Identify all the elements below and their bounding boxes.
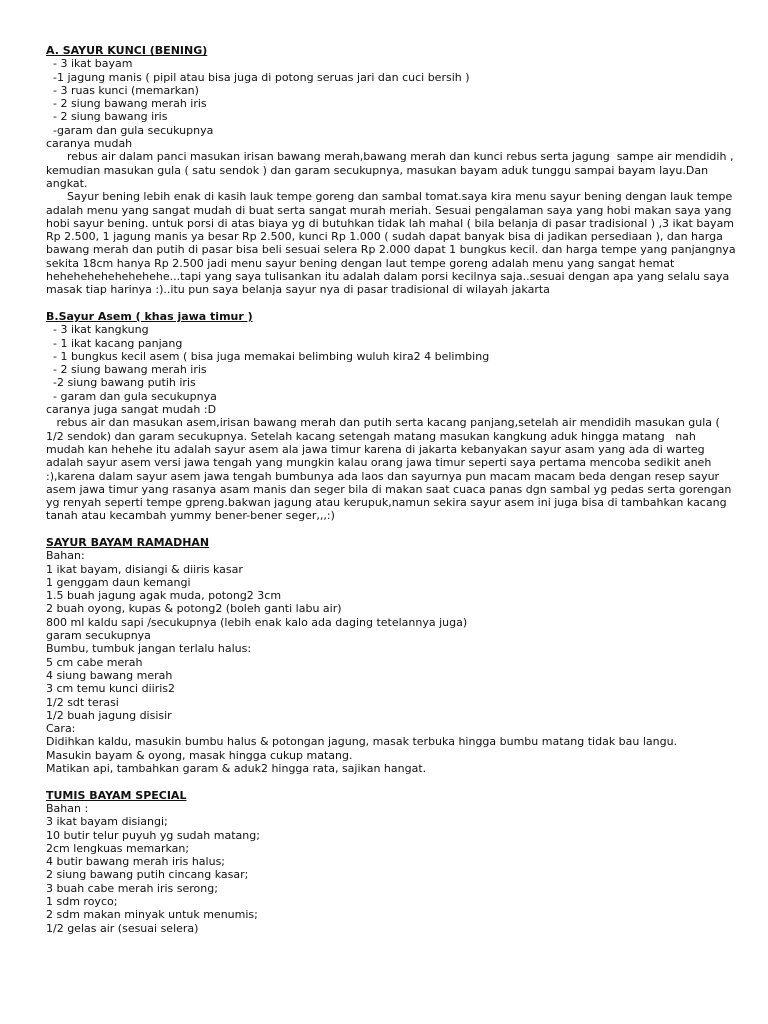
section-c-line: Didihkan kaldu, masukin bumbu halus & potongan jagung, masak terbuka hingga bumbu matang tidak bau langu. bbox=[46, 735, 678, 749]
section-a-item: - 2 siung bawang merah iris bbox=[46, 97, 207, 111]
section-d-line: 3 ikat bayam disiangi; bbox=[46, 815, 168, 829]
section-c-line: 1 genggam daun kemangi bbox=[46, 575, 191, 589]
section-b-item: caranya juga sangat mudah :D bbox=[46, 403, 217, 417]
section-a-item: -1 jagung manis ( pipil atau bisa juga di potong seruas jari dan cuci bersih ) bbox=[46, 70, 470, 84]
section-c-line: garam secukupnya bbox=[46, 629, 151, 643]
section-c-line: 1.5 buah jagung agak muda, potong2 3cm bbox=[46, 589, 282, 603]
section-d-line: 4 butir bawang merah iris halus; bbox=[46, 855, 226, 869]
section-c-line: Cara: bbox=[46, 722, 76, 736]
section-a-method: rebus air dalam panci masukan irisan bawang merah,bawang merah dan kunci rebus serta jagung sampe air mendidih , kemudian masukan gula ( satu sendok ) dan garam secukupnya, masukan bayam aduk tunggu sampai bayam layu.Dan angkat. bbox=[46, 150, 737, 190]
section-b-item: -2 siung bawang putih iris bbox=[46, 376, 196, 390]
section-b-item: - 1 bungkus kecil asem ( bisa juga memakai belimbing wuluh kira2 4 belimbing bbox=[46, 349, 490, 363]
section-d-line: 3 buah cabe merah iris serong; bbox=[46, 881, 218, 895]
section-b-item: - 3 ikat kangkung bbox=[46, 323, 149, 337]
section-a-notes: Sayur bening lebih enak di kasih lauk tempe goreng dan sambal tomat.saya kira menu sayur bening dengan lauk tempe adalah menu yang sangat mudah di buat serta sangat murah meriah. Sesuai pengalaman saya yang hobi makan saya yang hobi sayur bening. untuk porsi di atas biaya yg di butuhkan tidak lah mahal ( bila belanja di pasar tradisional ) ,3 ikat bayam Rp 2.500, 1 jagung manis ya besar Rp 2.500, kunci Rp 1.000 ( sudah dapat banyak bisa di jadikan persediaan ), dan harga bawang merah dan putih di pasar bisa beli sesuai selera Rp 2.000 dapat 1 bungkus kecil. dan harga tempe yang panjangnya sekita 18cm hanya Rp 2.500 jadi menu sayur bening dengan laut tempe goreng adalah menu yang sangat hemat hehehehehehehehehe...tapi yang saya tulisankan itu adalah dalam porsi kecilnya saja..sesuai dengan apa yang selalu saya masak tiap harinya :)..itu pun saya belanja sayur nya di pasar tradisional di wilayah jakarta bbox=[46, 190, 740, 297]
section-d-line: 2 siung bawang putih cincang kasar; bbox=[46, 868, 249, 882]
section-d-title: TUMIS BAYAM SPECIAL bbox=[46, 788, 187, 802]
section-c-line: 1/2 sdt terasi bbox=[46, 695, 119, 709]
section-c-line: 4 siung bawang merah bbox=[46, 668, 173, 682]
section-c-line: 3 cm temu kunci diiris2 bbox=[46, 682, 175, 696]
section-d-line: 1 sdm royco; bbox=[46, 895, 118, 908]
section-d-line: 10 butir telur puyuh yg sudah matang; bbox=[46, 828, 260, 842]
section-a-item: caranya mudah bbox=[46, 137, 133, 151]
section-b-item: - 2 siung bawang merah iris bbox=[46, 363, 207, 377]
section-c-line: Masukin bayam & oyong, masak hingga cukup matang. bbox=[46, 748, 353, 762]
section-c-line: Bahan: bbox=[46, 549, 85, 563]
section-a-item: -garam dan gula secukupnya bbox=[46, 123, 214, 137]
section-d-line: 1/2 gelas air (sesuai selera) bbox=[46, 921, 199, 935]
section-c-line: Bumbu, tumbuk jangan terlalu halus: bbox=[46, 642, 252, 656]
section-c-line: 1/2 buah jagung disisir bbox=[46, 708, 172, 722]
section-d-line: Bahan : bbox=[46, 801, 89, 815]
section-c-line: 5 cm cabe merah bbox=[46, 655, 143, 669]
section-b-title: B.Sayur Asem ( khas jawa timur ) bbox=[46, 309, 253, 323]
section-d-line: 2 sdm makan minyak untuk menumis; bbox=[46, 908, 258, 922]
section-c-title: SAYUR BAYAM RAMADHAN bbox=[46, 535, 210, 549]
section-b-method: rebus air dan masukan asem,irisan bawang merah dan putih serta kacang panjang,setelah air mendidih masukan gula ( 1/2 sendok) dan garam secukupnya. Setelah kacang setengah matang masukan kangkung aduk hingga matang nah mudah kan hehehe itu adalah sayur asem ala jawa timur karena di jakarta kebanyakan sayur asam yang ada di warteg adalah sayur asem versi jawa tengah yang mungkin kalau orang jawa timur seperti saya pertama mencoba sedikit aneh :),karena dalam sayur asem jawa tengah bumbunya ada laos dan sayurnya pun macam macam beda dengan resep sayur asem jawa timur yang rasanya asam manis dan seger bila di makan saat cuaca panas dgn sambal yg pedas serta gorengan yg renyah seperti tempe gpreng.bakwan jagung atau kerupuk,namun sekira sayur asem ini juga bisa di tambahkan kacang tanah atau kecambah yummy bener-bener seger,,,:) bbox=[46, 416, 735, 523]
section-a-title: A. SAYUR KUNCI (BENING) bbox=[46, 44, 208, 57]
section-a-item: - 3 ruas kunci (memarkan) bbox=[46, 83, 199, 97]
section-b-item: - 1 ikat kacang panjang bbox=[46, 336, 183, 350]
section-c-line: 2 buah oyong, kupas & potong2 (boleh ganti labu air) bbox=[46, 602, 342, 616]
document-page bbox=[46, 44, 740, 935]
section-c-line: 800 ml kaldu sapi /secukupnya (lebih enak kalo ada daging tetelannya juga) bbox=[46, 615, 468, 629]
section-c-line: 1 ikat bayam, disiangi & diiris kasar bbox=[46, 562, 243, 576]
section-d-line: 2cm lengkuas memarkan; bbox=[46, 841, 190, 855]
section-a-item: - 2 siung bawang iris bbox=[46, 110, 168, 124]
section-a-item: - 3 ikat bayam bbox=[46, 57, 133, 71]
section-b-item: - garam dan gula secukupnya bbox=[46, 389, 217, 403]
section-c-line: Matikan api, tambahkan garam & aduk2 hingga rata, sajikan hangat. bbox=[46, 762, 427, 776]
